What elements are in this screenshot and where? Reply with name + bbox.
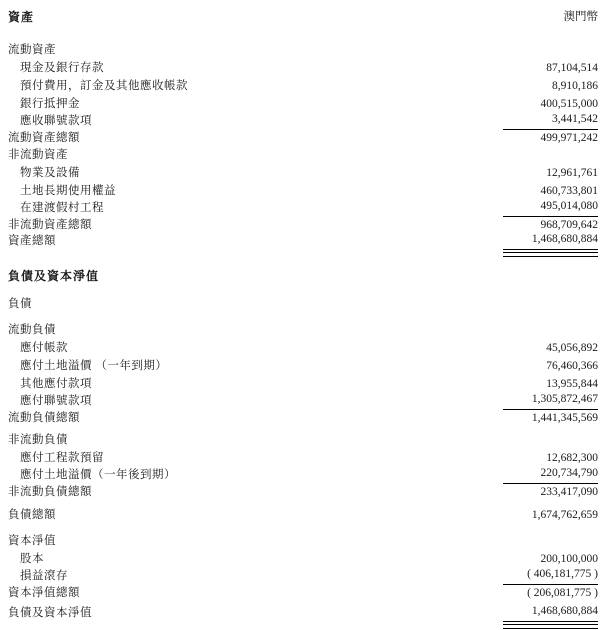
statement-row [8, 41, 598, 59]
row-amount: 499,971,242 [540, 132, 598, 144]
statement-row [8, 484, 598, 500]
row-amount: 12,961,761 [546, 167, 598, 179]
row-amount: 233,417,090 [540, 486, 598, 498]
row-label: 資產 [8, 10, 35, 24]
statement-row [8, 8, 598, 26]
statement-row [8, 339, 598, 357]
row-amount: 1,441,345,569 [531, 412, 598, 424]
row-label: 非流動資產 [8, 149, 68, 161]
row-label: 負債及資本淨值 [8, 269, 100, 283]
row-amount: 400,515,000 [540, 98, 598, 110]
row-label: 負債及資本淨值 [8, 607, 92, 619]
row-label: 應付帳款 [20, 342, 68, 354]
row-label: 流動資產 [8, 44, 56, 56]
statement-row [8, 321, 598, 339]
statement-row [8, 431, 598, 449]
statement-row [8, 506, 598, 524]
statement-row [8, 130, 598, 146]
row-label: 銀行抵押金 [20, 98, 80, 110]
row-label: 應付土地溢價（一年後到期） [20, 469, 176, 481]
row-label: 應收聯號款項 [20, 115, 92, 127]
row-amount: 13,955,844 [546, 378, 598, 390]
row-amount: 200,100,000 [540, 553, 598, 565]
row-amount: 1,468,680,884 [503, 231, 598, 250]
row-label: 資本淨值總額 [8, 587, 80, 599]
statement-row [8, 200, 598, 217]
row-label: 物業及設備 [20, 167, 80, 179]
row-amount: 495,014,080 [503, 198, 598, 217]
row-label: 流動資產總額 [8, 132, 80, 144]
statement-row [8, 267, 598, 285]
row-amount: 澳門幣 [563, 11, 598, 23]
row-label: 流動負債總額 [8, 412, 80, 424]
row-label: 資產總額 [8, 235, 56, 247]
statement-row [8, 410, 598, 426]
row-label: 損益滾存 [20, 570, 68, 582]
row-label: 應付聯號款項 [20, 395, 92, 407]
row-label: 預付費用，訂金及其他應收帳款 [20, 80, 188, 92]
statement-row [8, 467, 598, 484]
statement-row [8, 295, 598, 313]
row-amount: 968,709,642 [540, 219, 598, 231]
row-amount: 87,104,514 [546, 62, 598, 74]
row-label: 非流動負債 [8, 434, 68, 446]
row-amount: 220,734,790 [503, 465, 598, 484]
row-amount: 45,056,892 [546, 342, 598, 354]
row-amount: 3,441,542 [503, 111, 598, 130]
statement-row [8, 532, 598, 550]
row-amount: ( 206,081,775 ) [527, 587, 598, 599]
row-label: 負債 [8, 298, 32, 310]
row-amount: 8,910,186 [552, 80, 598, 92]
row-label: 應付工程款預留 [20, 452, 104, 464]
statement-row [8, 585, 598, 601]
row-amount: 1,674,762,659 [531, 509, 598, 521]
row-label: 股本 [20, 553, 44, 565]
statement-row [8, 59, 598, 77]
row-amount: 76,460,366 [546, 360, 598, 372]
row-amount: 1,468,680,884 [503, 603, 598, 622]
row-label: 資本淨值 [8, 535, 56, 547]
row-label: 應付土地溢價 （一年到期） [20, 360, 168, 372]
statement-row [8, 393, 598, 410]
statement-row [8, 605, 598, 622]
row-label: 流動負債 [8, 324, 56, 336]
row-amount: 12,682,300 [546, 452, 598, 464]
statement-row [8, 113, 598, 130]
row-label: 負債總額 [8, 509, 56, 521]
row-amount: 1,305,872,467 [503, 391, 598, 410]
row-label: 土地長期使用權益 [20, 185, 116, 197]
statement-row [8, 233, 598, 250]
row-label: 在建渡假村工程 [20, 202, 104, 214]
statement-row [8, 77, 598, 95]
double-rule [503, 624, 598, 629]
statement-row [8, 164, 598, 182]
row-label: 非流動資產總額 [8, 219, 92, 231]
statement-row [8, 357, 598, 375]
statement-row [8, 146, 598, 164]
row-amount: 460,733,801 [540, 185, 598, 197]
row-label: 現金及銀行存款 [20, 62, 104, 74]
row-label: 非流動負債總額 [8, 486, 92, 498]
row-label: 其他應付款項 [20, 378, 92, 390]
statement-row [8, 568, 598, 585]
row-amount: ( 406,181,775 ) [503, 566, 598, 585]
double-rule [503, 252, 598, 257]
